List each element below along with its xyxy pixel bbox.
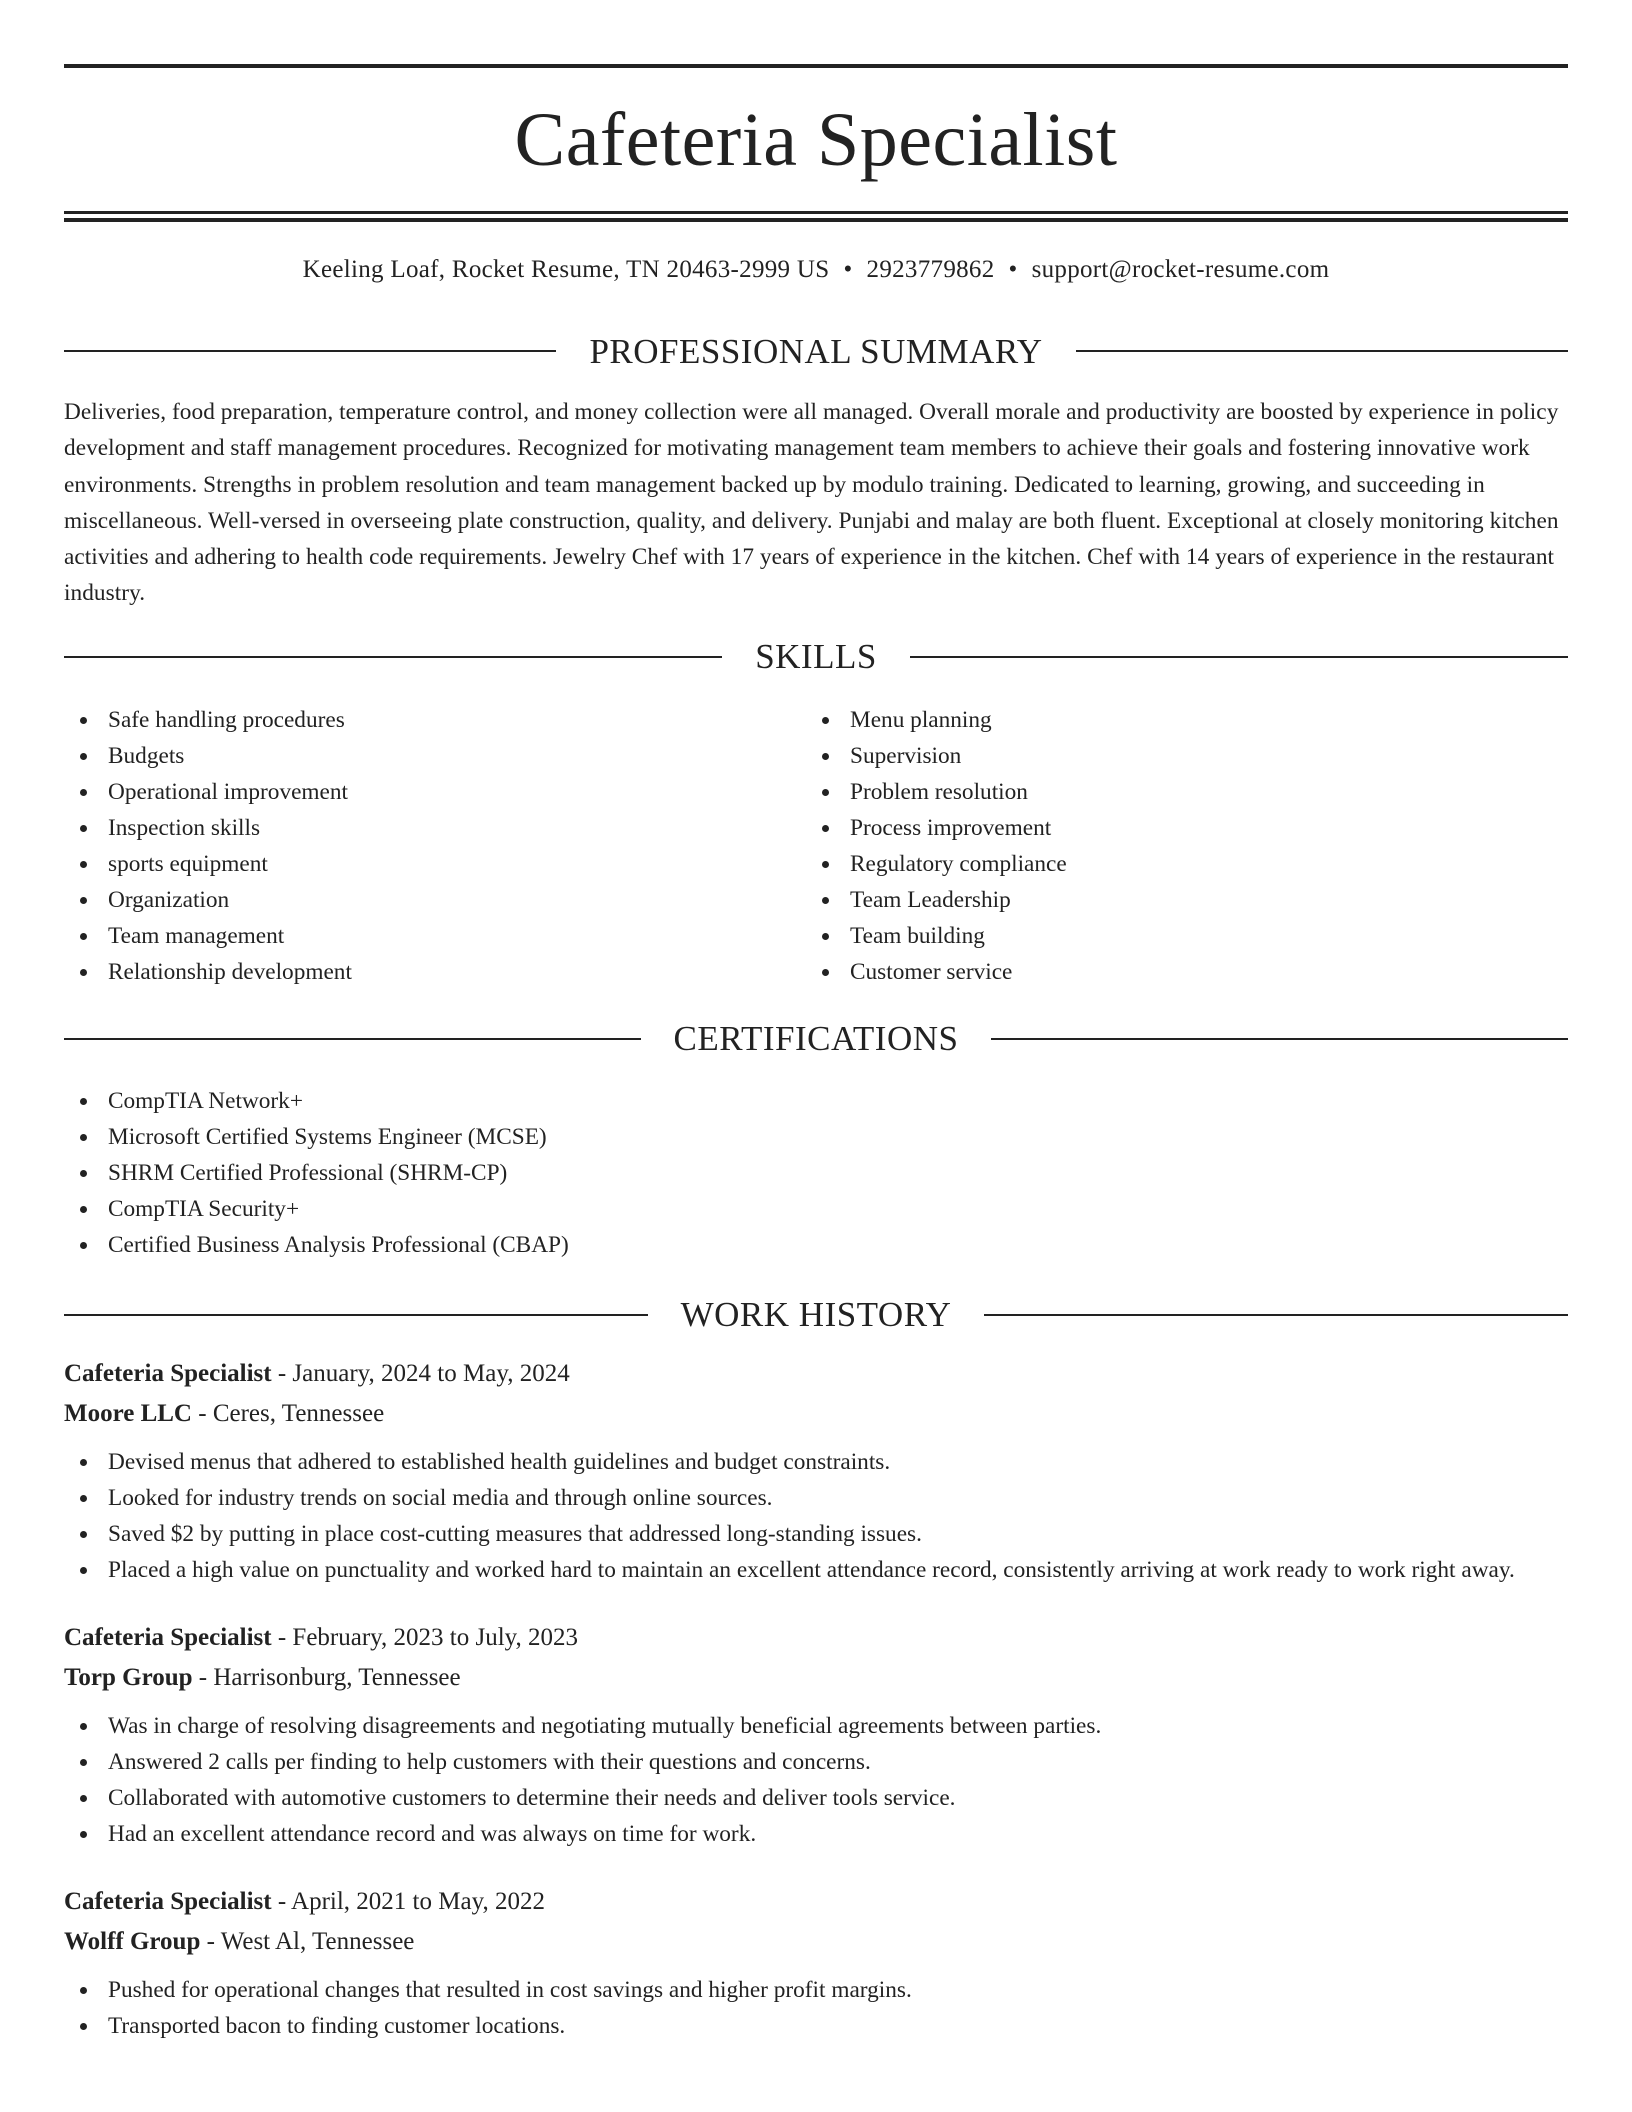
job-dates: - January, 2024 to May, 2024	[271, 1359, 570, 1387]
skill-item: Safe handling procedures	[64, 702, 806, 738]
skills-column-left	[64, 702, 806, 990]
job-title-line	[64, 1882, 1568, 1922]
job-title-line	[64, 1354, 1568, 1394]
work-section-header	[64, 1293, 1568, 1337]
resume-page	[64, 64, 1568, 2044]
job-duty: Collaborated with automotive customers to determine their needs and deliver tools service.	[64, 1780, 1568, 1816]
job-title: Cafeteria Specialist	[64, 1359, 272, 1387]
job-company-line	[64, 1922, 1568, 1962]
job-duty: Transported bacon to finding customer locations.	[64, 2008, 1568, 2044]
job-company-line	[64, 1394, 1568, 1434]
skill-item: Organization	[64, 882, 806, 918]
job-entry	[64, 1618, 1568, 1852]
job-company: Torp Group	[64, 1663, 193, 1691]
job-duty: Pushed for operational changes that resulted in cost savings and higher profit margins.	[64, 1972, 1568, 2008]
job-company-line	[64, 1658, 1568, 1698]
job-duties	[64, 1972, 1568, 2044]
summary-heading: PROFESSIONAL SUMMARY	[589, 331, 1043, 371]
divider-line	[984, 1314, 1568, 1316]
divider-line	[64, 656, 722, 658]
job-entry	[64, 1354, 1568, 1588]
job-duties	[64, 1708, 1568, 1852]
job-dates: - April, 2021 to May, 2022	[271, 1887, 545, 1915]
job-dates: - February, 2023 to July, 2023	[271, 1623, 579, 1651]
certification-item: SHRM Certified Professional (SHRM-CP)	[64, 1155, 1568, 1191]
contact-separator: •	[843, 256, 853, 283]
divider-line	[64, 350, 556, 352]
job-location: - Harrisonburg, Tennessee	[192, 1663, 461, 1691]
certification-item: Certified Business Analysis Professional (CBAP)	[64, 1227, 1568, 1263]
skills-column-right	[806, 702, 1548, 990]
contact-separator: •	[1008, 256, 1018, 283]
job-duty: Saved $2 by putting in place cost-cutting measures that addressed long-standing issues.	[64, 1516, 1568, 1552]
resume-name: Cafeteria Specialist	[514, 98, 1118, 182]
divider-line	[910, 656, 1568, 658]
job-title-line	[64, 1618, 1568, 1658]
skill-item: Team management	[64, 918, 806, 954]
certifications-heading: CERTIFICATIONS	[673, 1019, 959, 1059]
divider-line	[64, 1314, 648, 1316]
contact-email: support@rocket-resume.com	[1031, 256, 1330, 283]
skill-item: Inspection skills	[64, 810, 806, 846]
job-duty: Devised menus that adhered to established health guidelines and budget constraints.	[64, 1444, 1568, 1480]
job-duty: Answered 2 calls per finding to help customers with their questions and concerns.	[64, 1744, 1568, 1780]
skill-item: Process improvement	[806, 810, 1548, 846]
job-title: Cafeteria Specialist	[64, 1623, 272, 1651]
job-duty: Had an excellent attendance record and was always on time for work.	[64, 1816, 1568, 1852]
job-duty: Was in charge of resolving disagreements and negotiating mutually beneficial agreements between parties.	[64, 1708, 1568, 1744]
contact-address: Keeling Loaf, Rocket Resume, TN 20463-2999 US	[302, 256, 830, 283]
skill-item: Relationship development	[64, 954, 806, 990]
job-duty: Looked for industry trends on social media and through online sources.	[64, 1480, 1568, 1516]
job-title: Cafeteria Specialist	[64, 1887, 272, 1915]
job-location: - West Al, Tennessee	[200, 1927, 415, 1955]
skill-item: Budgets	[64, 738, 806, 774]
job-entry	[64, 1882, 1568, 2044]
contact-phone: 2923779862	[866, 256, 995, 283]
certification-item: Microsoft Certified Systems Engineer (MCSE)	[64, 1119, 1568, 1155]
skills-list	[64, 702, 1568, 990]
certification-item: CompTIA Network+	[64, 1083, 1568, 1119]
certification-item: CompTIA Security+	[64, 1191, 1568, 1227]
skill-item: Problem resolution	[806, 774, 1548, 810]
job-company: Wolff Group	[64, 1927, 201, 1955]
certifications-section-header	[64, 1017, 1568, 1061]
summary-text: Deliveries, food preparation, temperature control, and money collection were all managed. Overall morale and productivity are boosted by experience in policy development and staff management procedures. Recognized for motivating management team members to achieve their goals and fostering innovative work environments. Strengths in problem resolution and team management backed up by modulo training. Dedicated to learning, growing, and succeeding in miscellaneous. Well-versed in overseeing plate construction, quality, and delivery. Punjabi and malay are both fluent. Exceptional at closely monitoring kitchen activities and adhering to health code requirements. Jewelry Chef with 17 years of experience in the kitchen. Chef with 14 years of experience in the restaurant industry.	[64, 399, 1559, 607]
skill-item: Team Leadership	[806, 882, 1548, 918]
job-duty: Placed a high value on punctuality and worked hard to maintain an excellent attendance record, consistently arriving at work ready to work right away.	[64, 1552, 1568, 1588]
skill-item: Regulatory compliance	[806, 846, 1548, 882]
job-location: - Ceres, Tennessee	[192, 1399, 385, 1427]
skill-item: sports equipment	[64, 846, 806, 882]
skill-item: Team building	[806, 918, 1548, 954]
skills-section-header	[64, 635, 1568, 679]
skill-item: Supervision	[806, 738, 1548, 774]
skill-item: Operational improvement	[64, 774, 806, 810]
skill-item: Customer service	[806, 954, 1548, 990]
skill-item: Menu planning	[806, 702, 1548, 738]
work-heading: WORK HISTORY	[680, 1295, 952, 1335]
contact-line	[64, 257, 1568, 297]
divider-line	[1076, 350, 1568, 352]
skills-heading: SKILLS	[755, 637, 877, 677]
job-company: Moore LLC	[64, 1399, 192, 1427]
divider-line	[991, 1038, 1568, 1040]
summary-section-header	[64, 329, 1568, 373]
header-double-rule	[64, 211, 1568, 222]
certifications-list	[64, 1083, 1568, 1263]
job-duties	[64, 1444, 1568, 1588]
divider-line	[64, 1038, 641, 1040]
